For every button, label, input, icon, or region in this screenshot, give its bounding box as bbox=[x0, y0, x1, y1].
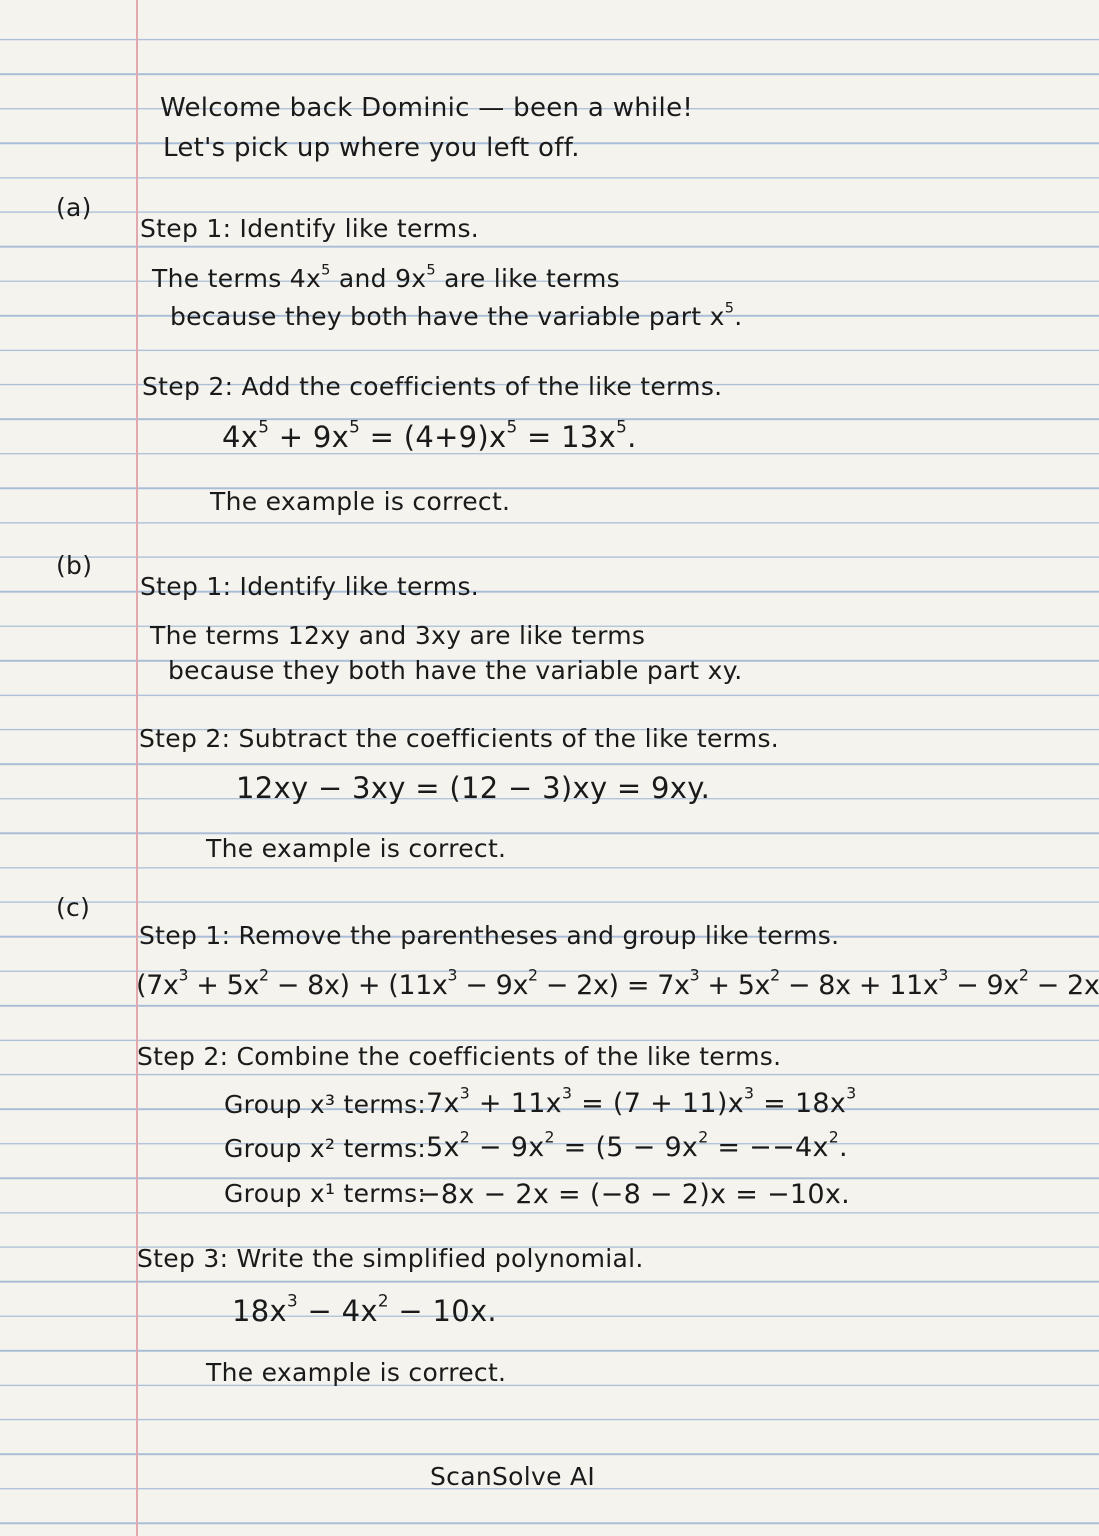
section-a-conclusion: The example is correct. bbox=[210, 487, 511, 516]
greeting-line-2: Let's pick up where you left off. bbox=[163, 133, 580, 163]
section-a-label: (a) bbox=[56, 193, 92, 222]
section-a-step2-title: Step 2: Add the coefficients of the like terms. bbox=[142, 372, 723, 401]
section-c-group-x2-equation: $5x^2 - 9x^2 = (5 - 9x^2 = --4x^2$. bbox=[426, 1127, 848, 1163]
section-b-equation: 12xy − 3xy = (12 − 3)xy = 9xy. bbox=[236, 771, 711, 805]
section-a-equation: $4x^5 + 9x^5 = (4+9)x^5 = 13x^5$. bbox=[222, 416, 637, 454]
section-b-step1-line2: because they both have the variable part xy. bbox=[168, 656, 743, 685]
section-c-group-x1-label: Group x¹ terms: bbox=[224, 1179, 427, 1208]
greeting-line-1: Welcome back Dominic — been a while! bbox=[160, 93, 694, 123]
section-c-step1-title: Step 1: Remove the parentheses and group like terms. bbox=[139, 921, 840, 950]
section-b-step2-title: Step 2: Subtract the coefficients of the like terms. bbox=[139, 724, 780, 753]
section-c-step3-title: Step 3: Write the simplified polynomial. bbox=[137, 1244, 644, 1273]
section-c-label: (c) bbox=[56, 893, 91, 922]
brand-footer: ScanSolve AI bbox=[430, 1462, 596, 1491]
section-c-group-x3-label: Group x³ terms: bbox=[224, 1090, 427, 1119]
section-c-expansion-equation: $(7x^3 + 5x^2 - 8x) + (11x^3 - 9x^2 - 2x) = 7x^3 + 5x^2 - 8x + 11x^3 - 9x^2 - 2x$ bbox=[136, 965, 1099, 1001]
section-b-label: (b) bbox=[56, 551, 93, 580]
notebook-margin-line bbox=[136, 0, 138, 1536]
section-b-step1-title: Step 1: Identify like terms. bbox=[140, 572, 480, 601]
section-c-group-x2-label: Group x² terms: bbox=[224, 1134, 427, 1163]
section-c-conclusion: The example is correct. bbox=[206, 1358, 507, 1387]
section-c-step2-title: Step 2: Combine the coefficients of the like terms. bbox=[137, 1042, 782, 1071]
section-a-step1-line2: because they both have the variable part $x^5$. bbox=[170, 300, 743, 331]
section-c-final-polynomial: $18x^3 - 4x^2 - 10x$. bbox=[232, 1290, 497, 1328]
section-b-conclusion: The example is correct. bbox=[206, 834, 507, 863]
section-b-step1-line1: The terms 12xy and 3xy are like terms bbox=[150, 621, 646, 650]
section-a-step1-title: Step 1: Identify like terms. bbox=[140, 214, 480, 243]
section-c-group-x3-equation: $7x^3 + 11x^3 = (7 + 11)x^3 = 18x^3$ bbox=[426, 1083, 857, 1119]
section-c-group-x1-equation: −8x − 2x = (−8 − 2)x = −10x. bbox=[418, 1179, 851, 1210]
section-a-step1-line1: The terms $4x^5$ and $9x^5$ are like terms bbox=[152, 262, 620, 293]
